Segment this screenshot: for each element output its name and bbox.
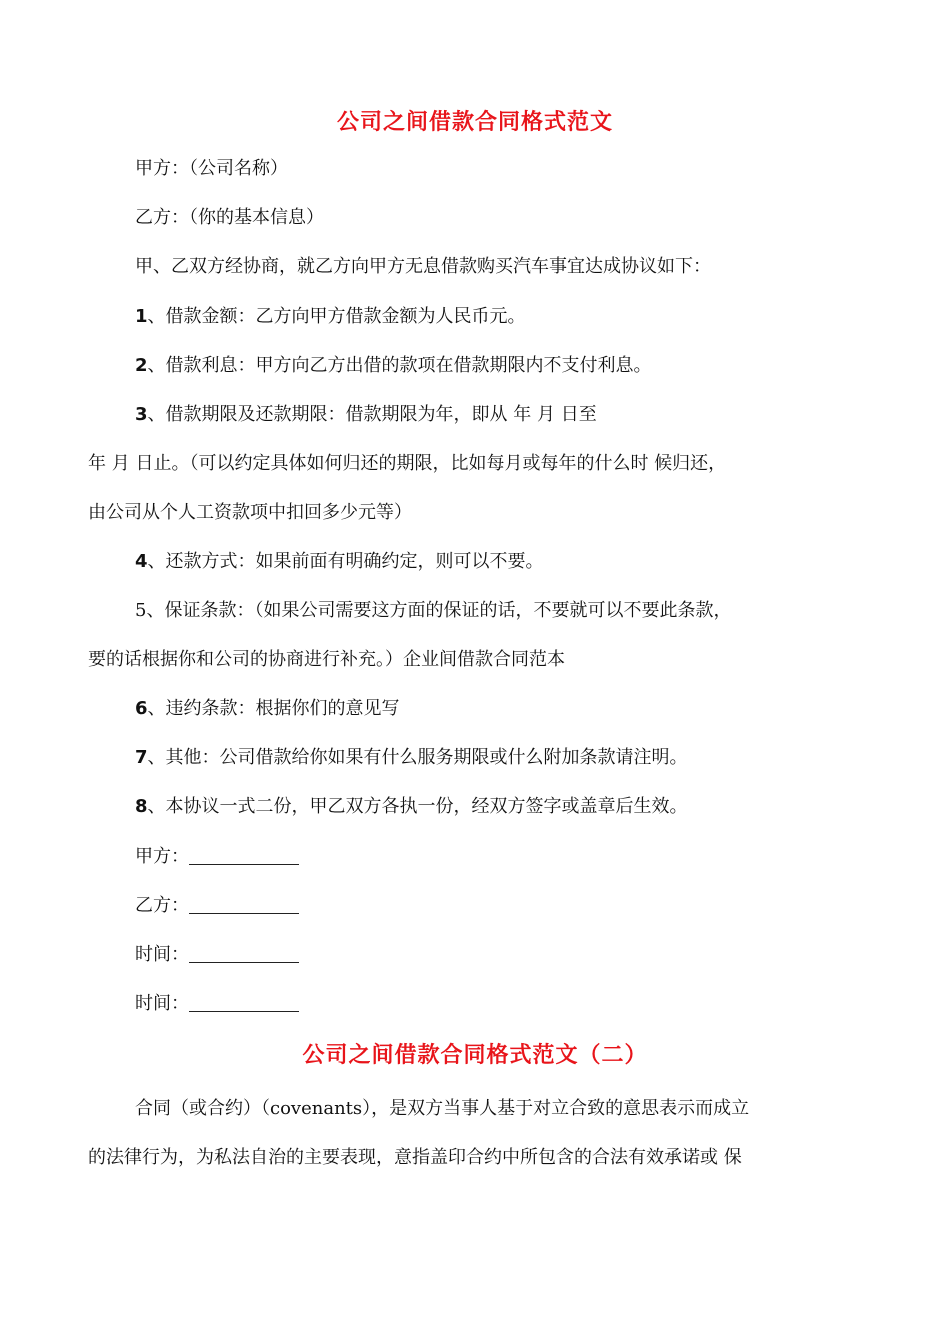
document-title: 公司之间借款合同格式范文 — [336, 110, 613, 135]
clause-text: 、还款方式：如果前面有明确约定，则可以不要。 — [147, 551, 544, 572]
signature-time-2 — [135, 992, 299, 1016]
clause-text: 、借款金额：乙方向甲方借款金额为人民币元。 — [147, 306, 526, 327]
clause-number: 7 — [135, 747, 148, 768]
clause-number: 8 — [135, 796, 148, 817]
clause-2 — [135, 354, 652, 378]
clause-3-continuation: 由公司从个人工资款项中扣回多少元等） — [88, 502, 412, 523]
clause-7 — [135, 746, 688, 770]
clause-3 — [135, 403, 597, 427]
signature-label: 乙方： — [135, 895, 189, 916]
clause-6 — [135, 697, 400, 721]
clause-number: 6 — [135, 698, 148, 719]
clause-number: 4 — [135, 551, 148, 572]
signature-time-1 — [135, 943, 299, 967]
clause-text: 、借款利息：甲方向乙方出借的款项在借款期限内不支付利息。 — [147, 355, 652, 376]
clause-text: 、借款期限及还款期限：借款期限为年，即从 年 月 日至 — [147, 404, 597, 425]
party-b-line: 乙方：（你的基本信息） — [135, 207, 324, 228]
clause-text: 、违约条款：根据你们的意见写 — [147, 698, 400, 719]
signature-label: 甲方： — [135, 846, 189, 867]
clause-number: 2 — [135, 355, 148, 376]
clause-text: 、本协议一式二份，甲乙双方各执一份，经双方签字或盖章后生效。 — [147, 796, 688, 817]
clause-text: 、其他：公司借款给你如果有什么服务期限或什么附加条款请注明。 — [147, 747, 688, 768]
signature-party-b — [135, 894, 299, 918]
intro-paragraph: 甲、乙双方经协商，就乙方向甲方无息借款购买汽车事宜达成协议如下： — [135, 256, 711, 277]
clause-4 — [135, 550, 544, 574]
clause-number: 3 — [135, 404, 148, 425]
paragraph-2-line-2: 的法律行为，为私法自治的主要表现，意指盖印合约中所包含的合法有效承诺或 保 — [88, 1147, 742, 1168]
signature-blank — [189, 895, 299, 914]
paragraph-2-line-1: 合同（或合约）（covenants），是双方当事人基于对立合致的意思表示而成立 — [135, 1098, 750, 1119]
clause-5-continuation: 要的话根据你和公司的协商进行补充。）企业间借款合同范本 — [88, 649, 565, 670]
signature-party-a — [135, 845, 299, 869]
signature-blank — [189, 944, 299, 963]
clause-5: 5、保证条款：（如果公司需要这方面的保证的话，不要就可以不要此条款， — [135, 600, 732, 621]
party-a-line: 甲方：（公司名称） — [135, 158, 288, 179]
signature-label: 时间： — [135, 944, 189, 965]
clause-1 — [135, 305, 526, 329]
clause-number: 1 — [135, 306, 148, 327]
signature-blank — [189, 846, 299, 865]
clause-3-continuation: 年 月 日止。（可以约定具体如何归还的期限，比如每月或每年的什么时 候归还， — [88, 453, 727, 474]
clause-8 — [135, 795, 688, 819]
signature-label: 时间： — [135, 993, 189, 1014]
section-title-2: 公司之间借款合同格式范文（二） — [302, 1043, 648, 1068]
signature-blank — [189, 993, 299, 1012]
